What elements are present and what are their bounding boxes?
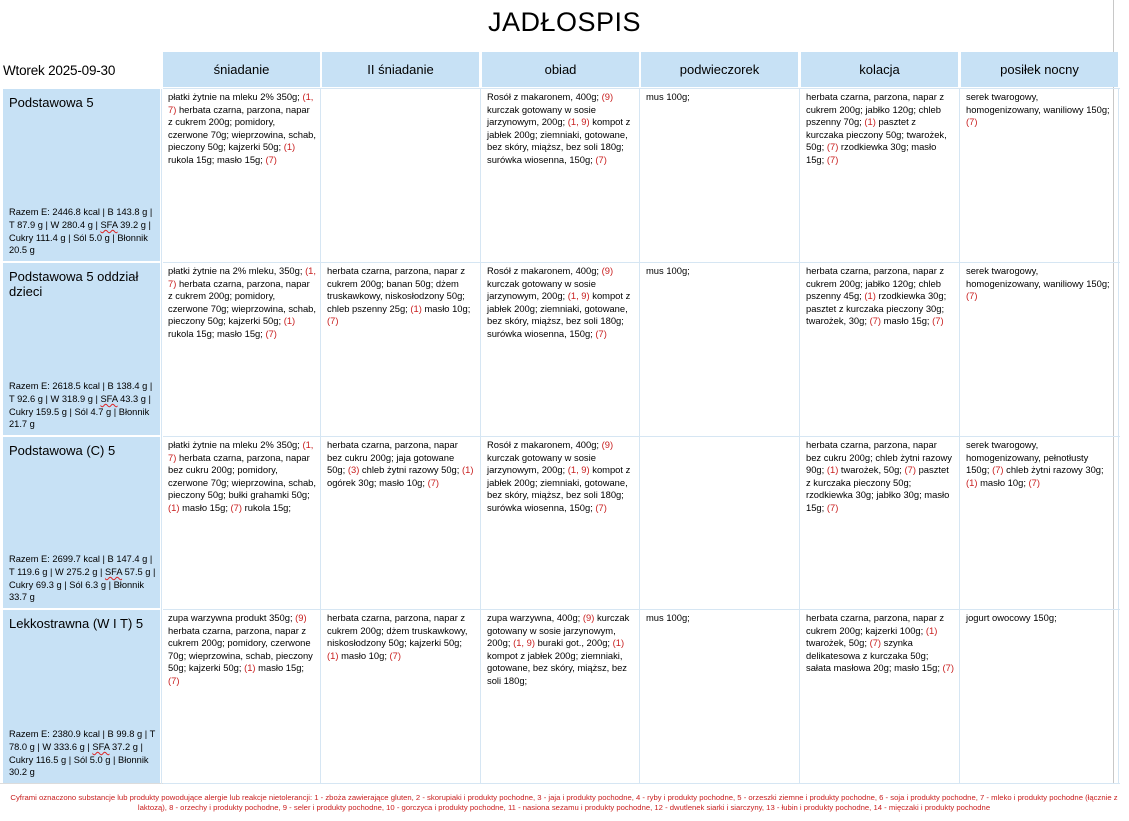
nutrition-summary [9,728,157,779]
dish-text: pasztet z kurczaka pieczony 50g; rzodkiewka 30g; jabłko 30g; masło 15g; [806,464,950,513]
allergen-code: (1) [826,464,839,476]
allergen-code: (9) [582,612,595,623]
dish-text: rukola 15g; masło 15g; [168,327,266,339]
dish-text: herbata czarna, parzona, napar z cukrem 200g; jabłko 120g; chleb pszenny 70g; [806,91,945,128]
menu-cell-kolacja [801,610,958,783]
menu-cell-kolacja [801,263,958,435]
dish-text: serek twarogowy, homogenizowany, pełnotłusty 150g; [966,439,1089,476]
summary-sfa: SFA [92,741,110,752]
dish-text: kurczak gotowany w sosie jarzynowym, 200g; [487,103,596,128]
dish-text: kompot z jabłek 200g; ziemniaki, gotowane, bez skóry, miąższ, bez soli 180g; surówka wiosenna, 150g; [487,464,631,513]
allergen-code: (9) [601,439,614,450]
dish-text: mus 100g; [646,612,690,623]
summary-text: Razem E: 2380.9 kcal | B 99.8 g | T 78.0 g | W 333.6 g | [9,729,156,752]
diet-label [3,437,160,608]
menu-cell-śniadanie [163,437,320,608]
allergen-code: (7) [826,153,839,165]
dish-text: herbata czarna, parzona, napar bez cukru 200g; chleb żytni razowy 90g; [806,439,952,476]
menu-cell-obiad [482,610,639,783]
allergen-code: (7) [869,637,882,649]
dish-text: twarożek, 50g; [838,464,905,476]
dish-text: masło 10g; [338,649,390,661]
menu-cell-ii-śniadanie [322,610,479,783]
dish-text: mus 100g; [646,91,690,102]
dish-text: rukola 15g; masło 15g; [168,153,266,165]
summary-text: Razem E: 2699.7 kcal | B 147.4 g | T 119.6 g | W 275.2 g | [9,554,153,577]
summary-sfa: SFA [104,566,123,577]
allergen-code: (1, 7) [168,265,317,289]
dish-text: szynka delikatesowa z kurczaka 50g; sałata masłowa 20g; masło 15g; [806,637,943,674]
summary-text: 39.2 g | Cukry 111.4 g | Sól 5.0 g | Błonnik 20.5 g [9,219,151,256]
dish-text: Rosół z makaronem, 400g; [487,439,602,450]
menu-cell-posiłek-nocny [961,89,1118,261]
allergen-code: (1) [283,141,296,153]
page-title: JADŁOSPIS [487,7,642,37]
diet-label [3,89,160,261]
allergen-code: (1) [461,464,474,476]
allergen-code: (1, 9) [567,116,590,128]
allergen-code: (7) [904,464,916,476]
dish-text: herbata czarna, parzona, napar z cukrem 200g; kajzerki 100g; [806,612,945,636]
menu-date: Wtorek 2025-09-30 [3,63,116,78]
allergen-code: (7) [826,501,839,513]
allergen-code: (1) [864,116,876,128]
allergen-code: (7) [265,327,277,339]
allergen-code: (1, 9) [567,290,590,302]
allergen-code: (9) [601,265,614,276]
dish-text: kurczak gotowany w sosie jarzynowym, 200g; [487,612,630,649]
allergen-code: (1, 7) [168,439,314,463]
menu-cell-kolacja [801,437,958,608]
meal-header: śniadanie [163,52,320,87]
grid-divider [161,89,162,784]
dish-text: rzodkiewka 30g; masło 15g; [806,141,937,165]
summary-text: Razem E: 2618.5 kcal | B 138.4 g | T 92.6 g | W 318.9 g | [9,381,153,404]
allergen-code: (7) [869,315,882,327]
meal-header: obiad [482,52,639,87]
allergen-code: (1) [244,662,256,674]
allergen-code: (7) [1028,476,1041,488]
dish-text: masło 15g; [255,662,305,674]
nutrition-summary [9,380,157,431]
allergen-code: (7) [327,315,339,327]
summary-sfa: SFA [100,393,118,404]
menu-cell-obiad [482,89,639,261]
dish-text: zupa warzywna, 400g; [487,612,583,623]
allergen-code: (1) [410,302,422,314]
dish-text: herbata czarna, parzona, napar z cukrem 200g; pomidory, czerwone 70g; wieprzowina, schab, pieczony 50g; kajzerki 50g; [168,103,316,153]
dish-text: buraki got., 200g; [534,637,613,649]
summary-text: 37.2 g | Cukry 116.5 g | Sól 5.0 g | Błonnik 30.2 g [9,741,149,778]
allergen-code: (9) [601,91,614,102]
summary-text: Razem E: 2446.8 kcal | B 143.8 g | T 87.9 g | W 280.4 g | [9,207,153,230]
diet-name: Podstawowa 5 [9,95,94,110]
dish-text: chleb żytni razowy 50g; [359,464,462,476]
dish-text: pasztet z kurczaka pieczony 50g; twarożek, 50g; [806,116,947,153]
menu-cell-śniadanie [163,610,320,783]
dish-text: chleb żytni razowy 30g; [1003,464,1104,476]
menu-cell-posiłek-nocny [961,437,1118,608]
menu-cell-śniadanie [163,89,320,261]
meal-header: podwieczorek [641,52,798,87]
diet-name: Podstawowa (C) 5 [9,443,116,458]
menu-cell-ii-śniadanie [322,437,479,608]
dish-text: rukola 15g; [242,501,292,513]
menu-cell-posiłek-nocny [961,610,1118,783]
allergen-code: (7) [265,153,277,165]
menu-cell-kolacja [801,89,958,261]
nutrition-summary [9,553,157,604]
summary-text: 57.5 g | Cukry 69.3 g | Sól 6.3 g | Błonnik 33.7 g [9,566,156,603]
dish-text: serek twarogowy, homogenizowany, waniliowy 150g; [966,265,1110,289]
allergen-code: (7) [942,662,955,674]
allergen-code: (7) [595,153,607,165]
dish-text: herbata czarna, parzona, napar z cukrem 200g; pomidory, czerwone 70g; wieprzowina, schab, pieczony 50g; kajzerki 50g; [168,624,313,674]
allergen-code: (7) [595,327,607,339]
dish-text: herbata czarna, parzona, napar bez cukru 200g; pomidory, czerwone 70g; wieprzowina, schab, pieczony 50g; bułki grahamki 50g; [168,451,316,501]
dish-text: twarożek, 50g; [806,637,870,649]
allergen-code: (9) [295,612,307,623]
meal-header: kolacja [801,52,958,87]
dish-text: herbata czarna, parzona, napar z cukrem 200g; dżem truskawkowy, niskosłodzony 50g; kajzerki 50g; [327,612,468,649]
allergen-code: (1) [327,649,339,661]
dish-text: płatki żytnie na 2% mleku, 350g; [168,265,306,276]
dish-text: ogórek 30g; masło 10g; [327,476,428,488]
dish-text: masło 10g; [977,476,1029,488]
allergen-code: (7) [966,116,978,128]
dish-text: płatki żytnie na mleku 2% 350g; [168,439,303,450]
dish-text: kurczak gotowany w sosie jarzynowym, 200g; [487,451,596,476]
allergen-code: (7) [389,649,402,661]
menu-cell-obiad [482,263,639,435]
allergen-code: (7) [932,315,944,327]
dish-text: serek twarogowy, homogenizowany, waniliowy 150g; [966,91,1110,115]
allergen-code: (3) [347,464,360,476]
allergen-code: (1) [864,290,876,302]
allergen-code: (1) [168,501,180,513]
menu-cell-podwieczorek [641,437,798,608]
dish-text: zupa warzywna produkt 350g; [168,612,296,623]
allergen-code: (1) [966,476,978,488]
menu-cell-podwieczorek [641,610,798,783]
diet-name: Podstawowa 5 oddział dzieci [9,269,139,299]
allergen-code: (1, 7) [168,91,314,115]
menu-cell-podwieczorek [641,89,798,261]
menu-cell-ii-śniadanie [322,89,479,261]
menu-cell-obiad [482,437,639,608]
dish-text: kompot z jabłek 200g; ziemniaki, gotowane, bez skóry, miąższ, bez soli 180g; [487,649,627,686]
allergen-code: (7) [595,501,607,513]
dish-text: Rosół z makaronem, 400g; [487,91,602,102]
allergen-code: (1) [612,637,625,649]
nutrition-summary [9,206,157,257]
dish-text: masło 15g; [881,315,933,327]
allergen-legend: Cyframi oznaczono substancje lub produkty powodujące alergie lub reakcje nietolerancji: 1 - zboża zawierające gluten, 2 - skorupiaki i produkty pochodne, 3 - jaja i produkty pochodne, 4 - ryby i produkty pochodne, 5 - orzeszki ziemne i produkty pochodne, 6 - soja i produkty pochodne, 7 - mleko i produkty pochodne (łącznie z laktozą), 8 - orzechy i produkty pochodne, 9 - seler i produkty pochodne, 10 - gorczyca i produkty pochodne, 11 - nasiona sezamu i produkty pochodne, 12 - dwutlenek siarki i siarczyny, 13 - łubin i produkty pochodne, 14 - mięczaki i produkty pochodne [10,793,1118,812]
dish-text: herbata czarna, parzona, napar z cukrem 200g; jabłko 120g; chleb pszenny 45g; [806,265,945,302]
dish-text: kompot z jabłek 200g; ziemniaki, gotowane, bez skóry, miąższ, bez soli 180g; surówka wiosenna, 150g; [487,116,631,165]
dish-text: kurczak gotowany w sosie jarzynowym, 200g; [487,277,596,302]
dish-text: masło 15g; [179,501,231,513]
diet-name: Lekkostrawna (W I T) 5 [9,616,144,631]
allergen-code: (1, 9) [513,637,535,649]
allergen-code: (7) [826,141,839,153]
allergen-code: (1, 9) [567,464,590,476]
summary-sfa: SFA [100,219,118,230]
dish-text: masło 10g; [421,302,471,314]
menu-cell-ii-śniadanie [322,263,479,435]
dish-text: płatki żytnie na mleku 2% 350g; [168,91,303,102]
dish-text: herbata czarna, parzona, napar z cukrem 200g; pomidory, czerwone 70g; wieprzowina, schab, pieczony 50g; kajzerki 50g; [168,277,316,327]
dish-text: rzodkiewka 30g; pasztet z kurczaka pieczony 30g; twarożek, 30g; [806,290,947,327]
grid-divider [163,783,1120,784]
meal-header: posiłek nocny [961,52,1118,87]
allergen-code: (7) [168,674,180,686]
allergen-code: (7) [230,501,243,513]
dish-text: herbata czarna, parzona, napar z cukrem 200g; banan 50g; dżem truskawkowy, niskosłodzony 50g; chleb pszenny 25g; [327,265,466,314]
dish-text: mus 100g; [646,265,690,276]
allergen-code: (1) [283,315,296,327]
dish-text: kompot z jabłek 200g; ziemniaki, gotowane, bez skóry, miąższ, bez soli 180g; surówka wiosenna, 150g; [487,290,631,339]
menu-cell-posiłek-nocny [961,263,1118,435]
diet-label [3,610,160,783]
allergen-code: (7) [966,290,978,302]
dish-text: Rosół z makaronem, 400g; [487,265,602,276]
allergen-code: (7) [992,464,1004,476]
allergen-code: (7) [427,476,440,488]
menu-cell-podwieczorek [641,263,798,435]
dish-text: herbata czarna, parzona, napar bez cukru 200g; jaja gotowane 50g; [327,439,458,476]
allergen-code: (1) [925,624,938,636]
summary-text: 43.3 g | Cukry 159.5 g | Sól 4.7 g | Błonnik 21.7 g [9,393,151,430]
menu-cell-śniadanie [163,263,320,435]
diet-label [3,263,160,435]
dish-text: jogurt owocowy 150g; [966,612,1057,623]
meal-header: II śniadanie [322,52,479,87]
